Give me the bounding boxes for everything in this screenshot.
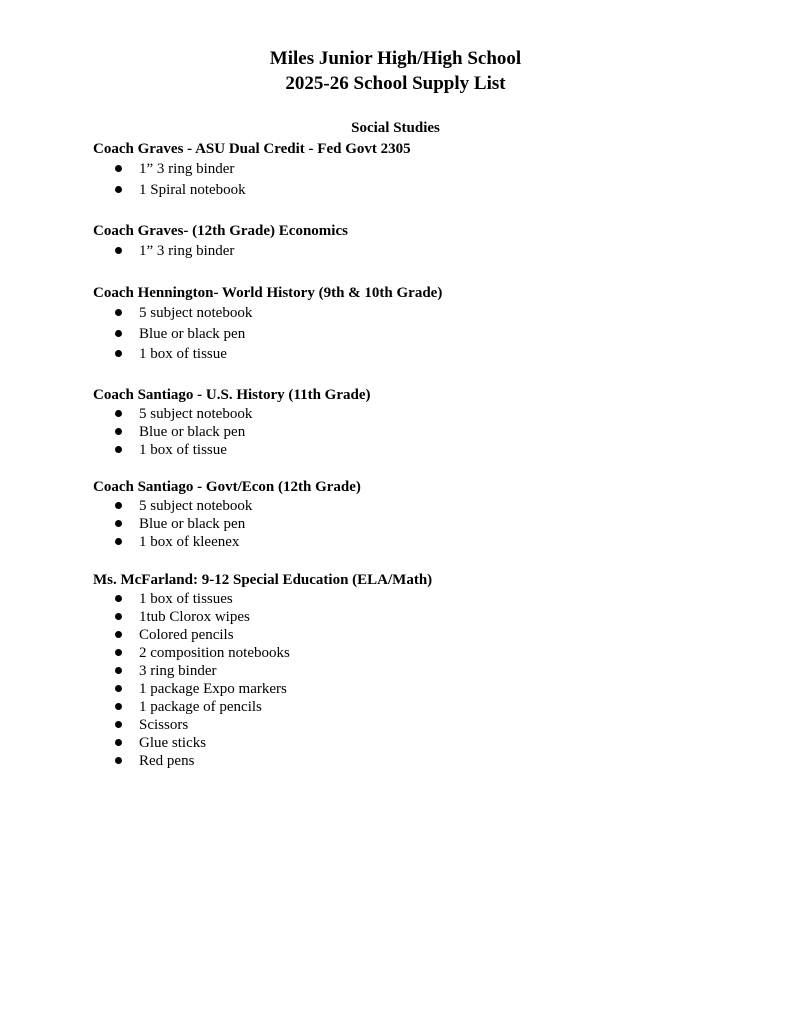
course-graves-fed-govt: [93, 139, 743, 200]
supply-item: 5 subject notebook: [93, 405, 743, 423]
list-title: 2025-26 School Supply List: [285, 73, 506, 94]
course-title: Ms. McFarland: 9-12 Special Education (ELA/Math): [93, 572, 433, 588]
course-title: Coach Santiago - U.S. History (11th Grade): [93, 387, 371, 403]
supply-item: 1 package of pencils: [93, 698, 743, 716]
course-graves-economics: [93, 221, 743, 262]
supply-item: 5 subject notebook: [93, 303, 743, 324]
supply-item: 1 package Expo markers: [93, 680, 743, 698]
course-title: Coach Graves- (12th Grade) Economics: [93, 223, 348, 239]
course-title: Coach Santiago - Govt/Econ (12th Grade): [93, 479, 361, 495]
school-name: Miles Junior High/High School: [269, 48, 522, 69]
supply-items: [93, 159, 743, 200]
supply-items: [93, 241, 743, 262]
supply-item: 1 Spiral notebook: [93, 180, 743, 201]
supply-item: 1 box of kleenex: [93, 533, 743, 551]
supply-item: Blue or black pen: [93, 324, 743, 345]
supply-item: 1tub Clorox wipes: [93, 608, 743, 626]
supply-item: 1” 3 ring binder: [93, 241, 743, 262]
course-santiago-govt-econ: [93, 477, 743, 551]
supply-item: 1 box of tissue: [93, 344, 743, 365]
supply-item: 3 ring binder: [93, 662, 743, 680]
supply-item: Blue or black pen: [93, 423, 743, 441]
supply-item: 5 subject notebook: [93, 497, 743, 515]
supply-item: 1 box of tissues: [93, 590, 743, 608]
supply-item: 2 composition notebooks: [93, 644, 743, 662]
course-title: Coach Hennington- World History (9th & 10th Grade): [93, 285, 443, 301]
section-heading-social-studies: Social Studies: [351, 120, 440, 136]
course-santiago-us-history: [93, 385, 743, 459]
supply-item: Red pens: [93, 752, 743, 770]
supply-item: Scissors: [93, 716, 743, 734]
course-hennington-world-history: [93, 283, 743, 365]
supply-items: [93, 497, 743, 551]
supply-item: 1” 3 ring binder: [93, 159, 743, 180]
course-mcfarland-special-education: [93, 570, 743, 770]
supply-items: [93, 303, 743, 365]
course-title: Coach Graves - ASU Dual Credit - Fed Govt 2305: [93, 141, 411, 157]
supply-item: Glue sticks: [93, 734, 743, 752]
supply-item: Blue or black pen: [93, 515, 743, 533]
supply-items: [93, 405, 743, 459]
supply-items: [93, 590, 743, 770]
supply-item: 1 box of tissue: [93, 441, 743, 459]
supply-item: Colored pencils: [93, 626, 743, 644]
document-header: [0, 46, 791, 96]
